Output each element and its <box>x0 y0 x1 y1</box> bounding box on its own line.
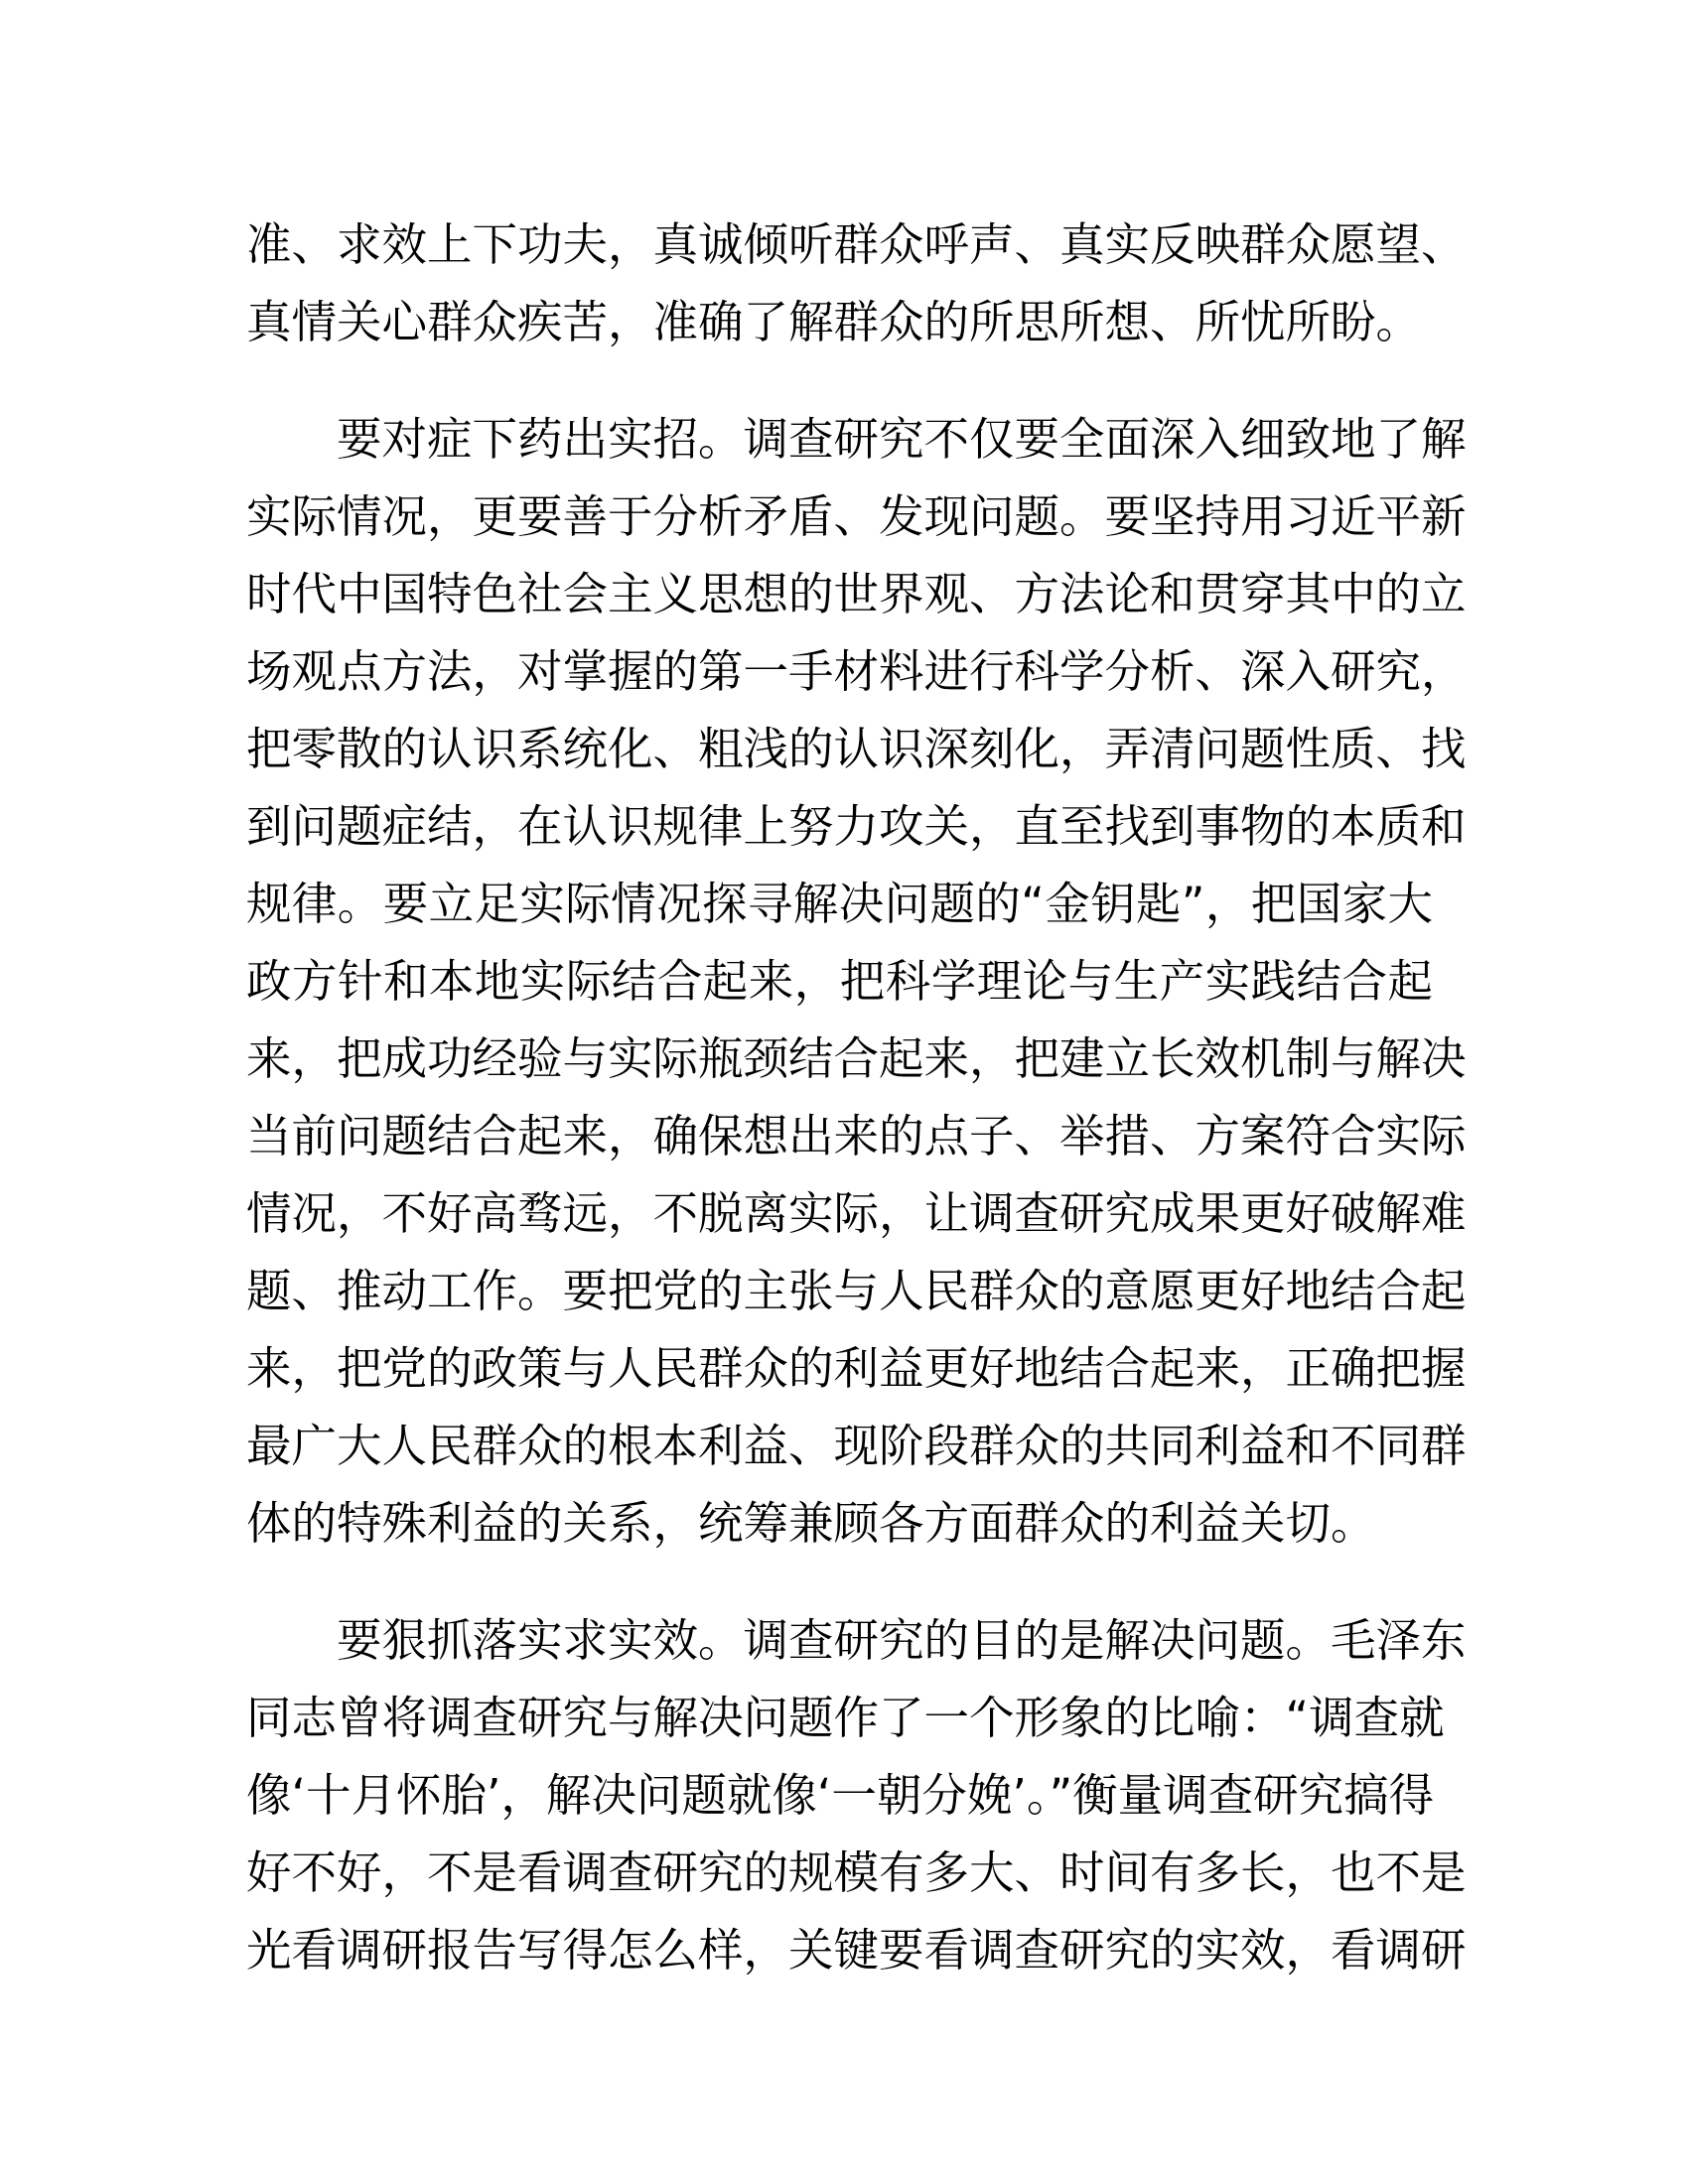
text-line-first: 要对症下药出实招。调查研究不仅要全面深入细致地了解 <box>337 413 1467 466</box>
text-line: 体的特殊利益的关系，统筹兼顾各方面群众的利益关切。 <box>246 1497 1376 1550</box>
text-line: 场观点方法，对掌握的第一手材料进行科学分析、深入研究， <box>246 645 1467 698</box>
text-line: 准、求效上下功夫，真诚倾听群众呼声、真实反映群众愿望、 <box>246 218 1467 271</box>
text-line: 时代中国特色社会主义思想的世界观、方法论和贯穿其中的立 <box>246 568 1467 620</box>
text-line: 政方针和本地实际结合起来，把科学理论与生产实践结合起 <box>246 955 1433 1008</box>
text-line: 来，把党的政策与人民群众的利益更好地结合起来，正确把握 <box>246 1342 1467 1395</box>
text-line: 当前问题结合起来，确保想出来的点子、举措、方案符合实际 <box>246 1110 1467 1162</box>
text-line: 像‘十月怀胎’，解决问题就像‘一朝分娩’。”衡量调查研究搞得 <box>246 1769 1435 1822</box>
text-line: 到问题症结，在认识规律上努力攻关，直至找到事物的本质和 <box>246 800 1467 853</box>
text-line: 来，把成功经验与实际瓶颈结合起来，把建立长效机制与解决 <box>246 1032 1467 1085</box>
body-text <box>246 206 1467 1989</box>
paragraph-targeted-measures <box>246 401 1467 1563</box>
text-line: 真情关心群众疾苦，准确了解群众的所思所想、所忧所盼。 <box>246 296 1422 348</box>
paragraph-continuation <box>246 206 1467 361</box>
text-line: 情况，不好高骛远，不脱离实际，让调查研究成果更好破解难 <box>246 1187 1467 1240</box>
text-line: 规律。要立足实际情况探寻解决问题的“金钥匙”，把国家大 <box>246 878 1433 930</box>
text-line-first: 要狠抓落实求实效。调查研究的目的是解决问题。毛泽东 <box>337 1614 1467 1667</box>
text-line: 同志曾将调查研究与解决问题作了一个形象的比喻：“调查就 <box>246 1692 1445 1744</box>
text-line: 好不好，不是看调查研究的规模有多大、时间有多长，也不是 <box>246 1846 1467 1899</box>
text-line: 把零散的认识系统化、粗浅的认识深刻化，弄清问题性质、找 <box>246 723 1467 775</box>
paragraph-implementation <box>246 1602 1467 1989</box>
text-line: 最广大人民群众的根本利益、现阶段群众的共同利益和不同群 <box>246 1420 1467 1472</box>
text-line: 实际情况，更要善于分析矛盾、发现问题。要坚持用习近平新 <box>246 490 1467 543</box>
text-line: 光看调研报告写得怎么样，关键要看调查研究的实效，看调研 <box>246 1924 1467 1977</box>
text-line: 题、推动工作。要把党的主张与人民群众的意愿更好地结合起 <box>246 1265 1467 1317</box>
